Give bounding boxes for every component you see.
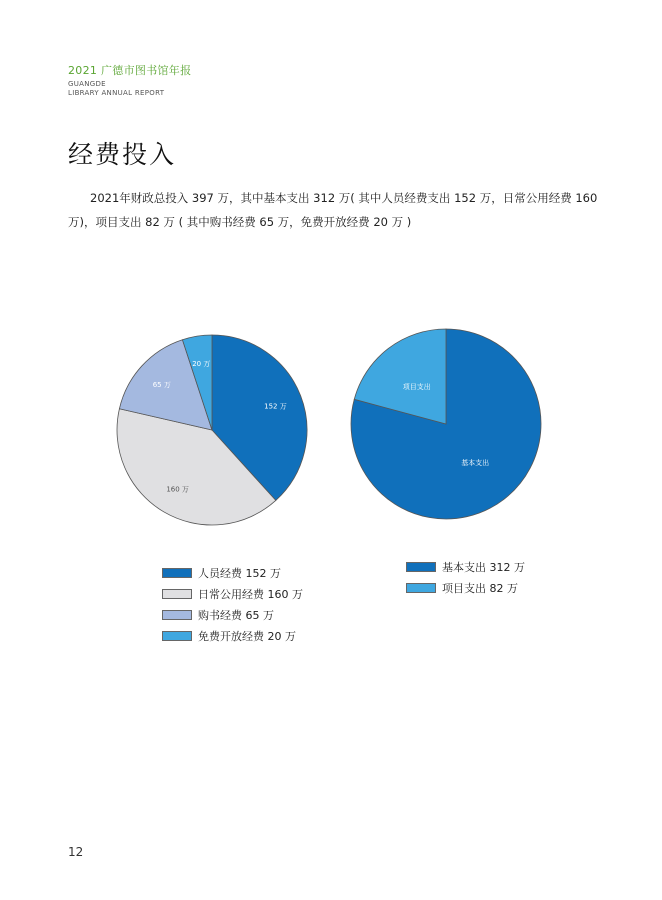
page-number: 12 <box>68 845 84 859</box>
legend-swatch <box>162 568 192 578</box>
legend-swatch <box>162 631 192 641</box>
legend-label: 基本支出 312 万 <box>442 560 525 574</box>
legend-label: 日常公用经费 160 万 <box>198 587 303 601</box>
pie-slice-label-1: 项目支出 <box>402 382 431 391</box>
pie-slice-label-1: 160 万 <box>166 485 189 494</box>
legend-item <box>406 556 525 577</box>
legend-swatch <box>406 562 436 572</box>
legend-swatch <box>162 610 192 620</box>
legend-label: 人员经费 152 万 <box>198 566 281 580</box>
legend-swatch <box>162 589 192 599</box>
legend-expense-category <box>406 556 525 598</box>
legend-item <box>162 583 303 604</box>
funding-paragraph: 2021年财政总投入 397 万，其中基本支出 312 万( 其中人员经费支出 152 万，日常公用经费 160 万)，项目支出 82 万 ( 其中购书经费 65 万，免费开放经费 20 万 ) <box>68 191 598 229</box>
report-year-title: 2021 广德市图书馆年报 <box>68 64 192 77</box>
pie-slice-label-0: 基本支出 <box>461 459 490 468</box>
legend-expense-breakdown <box>162 562 303 646</box>
section-title: 经费投入 <box>68 140 177 169</box>
legend-item <box>406 577 525 598</box>
pie-slice-label-0: 152 万 <box>264 402 287 411</box>
pie-chart-expense-breakdown <box>110 328 314 532</box>
pie-chart-expense-category <box>345 323 547 525</box>
report-header <box>68 62 191 97</box>
legend-label: 免费开放经费 20 万 <box>198 629 296 643</box>
legend-item <box>162 604 303 625</box>
legend-item <box>162 562 303 583</box>
legend-swatch <box>406 583 436 593</box>
report-subtitle-en-1: GUANGDE <box>68 80 106 88</box>
legend-label: 购书经费 65 万 <box>198 608 274 622</box>
legend-item <box>162 625 303 646</box>
pie-slice-label-2: 65 万 <box>152 381 171 390</box>
legend-label: 项目支出 82 万 <box>442 581 518 595</box>
pie-slice-label-3: 20 万 <box>192 359 211 368</box>
report-subtitle-en-2: LIBRARY ANNUAL REPORT <box>68 89 165 97</box>
